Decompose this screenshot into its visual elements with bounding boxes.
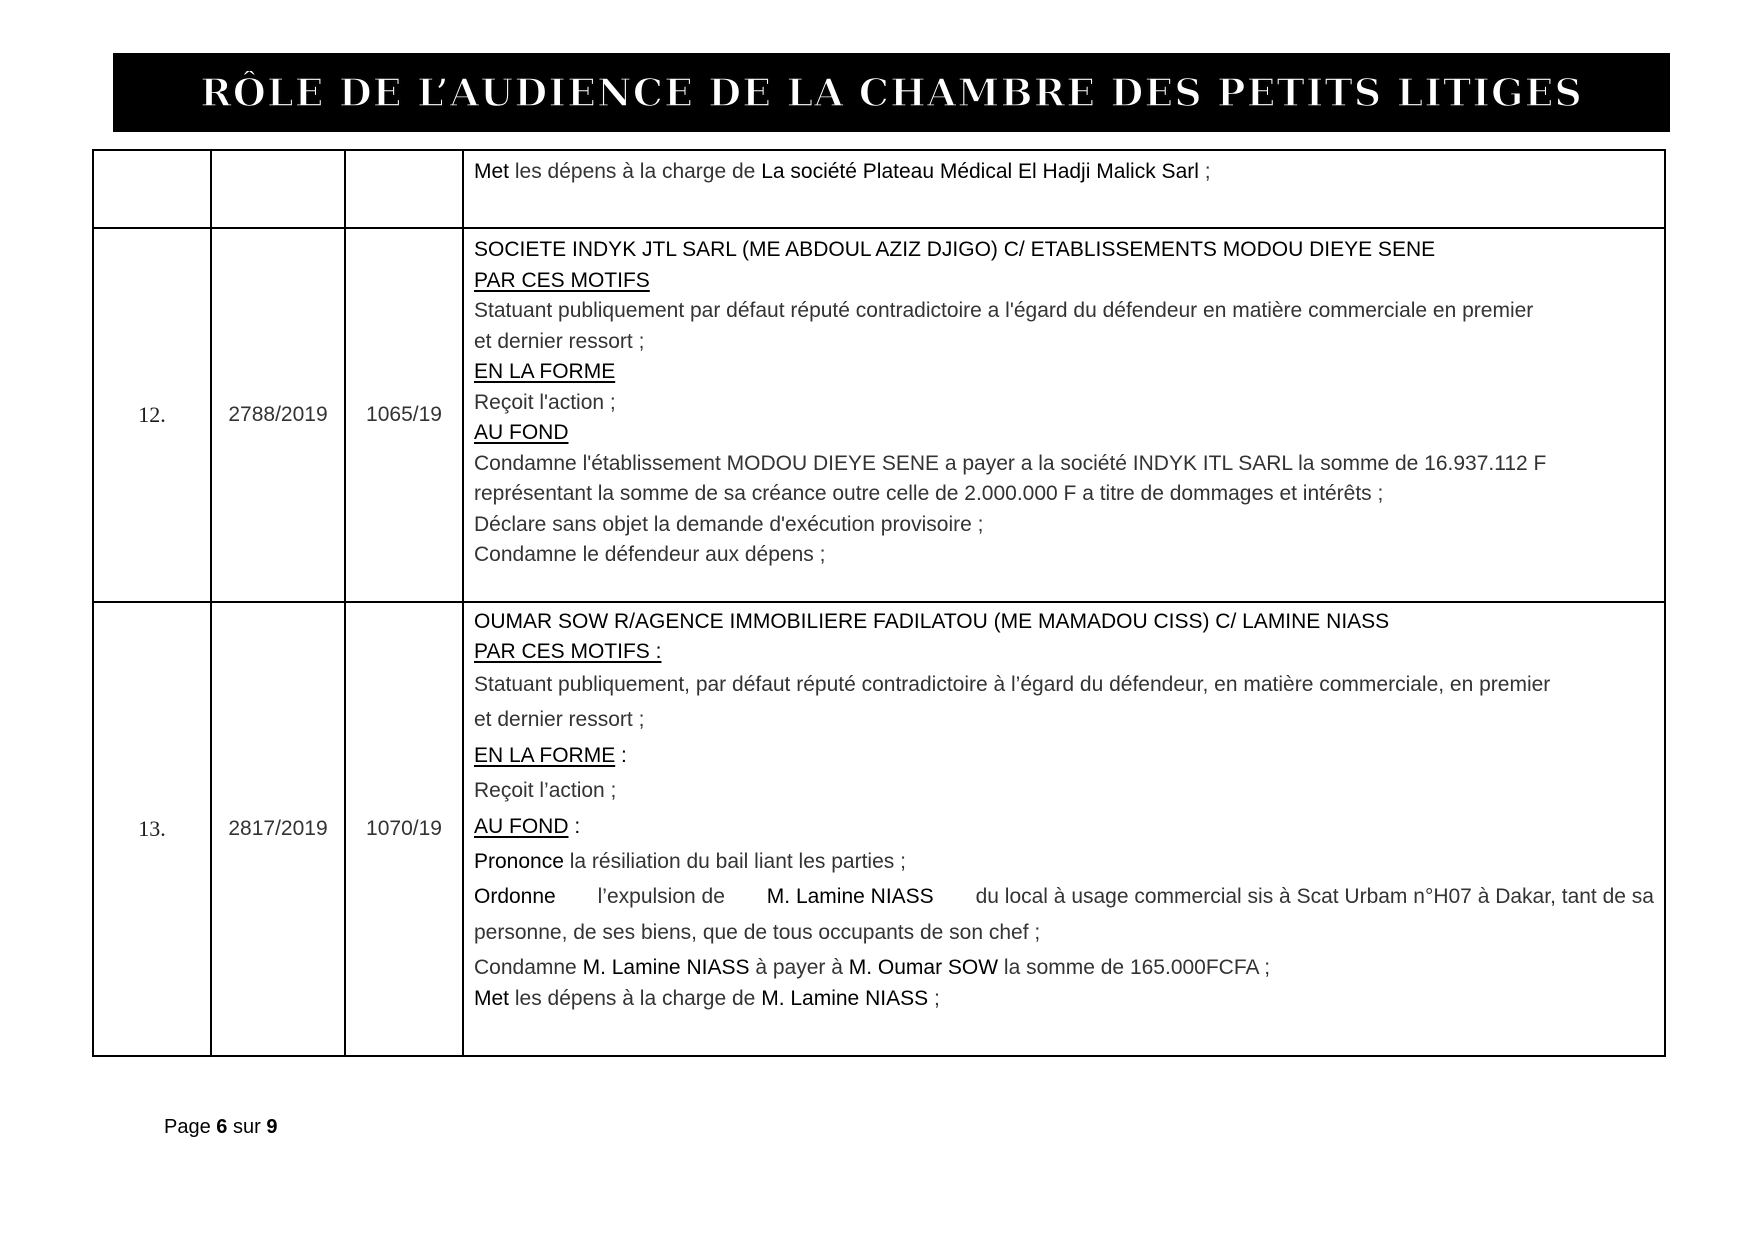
text-segment: du local à usage commercial sis à Scat Urbam n°H07 à Dakar, tant de sa [969,885,1654,909]
sur-label: sur [232,1116,261,1138]
decision-text [463,150,1665,228]
verb-met: Met [474,986,510,1010]
page-number: 6 [216,1116,228,1138]
table-row [93,602,1665,1056]
recoit-line: Reçoit l’action ; [474,779,617,803]
hearing-roll-table [92,149,1666,1057]
verb-met: Met [474,160,510,183]
fond-line [474,809,1654,844]
table-row [93,228,1665,602]
text-segment: la somme de 165.000FCFA ; [998,956,1271,980]
statuant-line: Statuant publiquement par défaut réputé contradictoire a l'égard du défendeur en matière commerciale en premier [474,299,1534,322]
rg-number [211,150,345,228]
text-segment: les dépens à la charge de [509,160,762,183]
text-segment: à payer à [749,956,849,980]
party-name: La société Plateau Médical El Hadji Malick Sarl [761,160,1199,183]
verb-prononce: Prononce [474,850,564,874]
section-heading-fond: AU FOND [474,814,569,838]
text-segment: les dépens à la charge de [509,986,762,1010]
depens-line [474,157,1654,188]
ordonne-line-cont: personne, de ses biens, que de tous occupants de son chef ; [474,920,1041,944]
section-heading-forme: EN LA FORME [474,743,616,767]
rg-number: 2817/2019 [211,602,345,1056]
declare-line: Déclare sans objet la demande d'exécution provisoire ; [474,512,984,536]
judgment-number: 1065/19 [345,228,463,602]
party-name: M. Lamine NIASS [582,956,750,980]
statuant-line-cont: et dernier ressort ; [474,708,645,732]
table-row [93,150,1665,228]
text-segment: Condamne [474,956,583,980]
text-segment: ; [1198,160,1211,183]
recoit-line: Reçoit l'action ; [474,390,616,414]
met-line [474,986,1654,1012]
judgment-number: 1070/19 [345,602,463,1056]
verb-ordonne: Ordonne [474,885,556,909]
condamne-line: Condamne l'établissement MODOU DIEYE SENE a payer a la société INDYK ITL SARL la somme de 16.937.112 F [474,451,1547,475]
depens-line: Condamne le défendeur aux dépens ; [474,543,826,566]
title-banner [113,53,1670,132]
section-heading-motifs: PAR CES MOTIFS : [474,640,662,663]
condamne-line-cont: représentant la somme de sa créance outre celle de 2.000.000 F a titre de dommages et intérêts ; [474,482,1384,505]
text-segment: ; [928,986,940,1010]
rg-number: 2788/2019 [211,228,345,602]
row-number: 12. [93,228,211,602]
text-segment: la résiliation du bail liant les parties ; [563,850,906,874]
party-name: M. Oumar SOW [848,956,999,980]
case-parties: SOCIETE INDYK JTL SARL (ME ABDOUL AZIZ DJIGO) C/ ETABLISSEMENTS MODOU DIEYE SENE [474,238,1436,261]
text-segment: l’expulsion de [591,885,731,909]
statuant-line-cont: et dernier ressort ; [474,329,645,353]
section-heading-fond: AU FOND [474,421,569,444]
row-number [93,150,211,228]
ordonne-line [474,879,1654,914]
decision-text [463,602,1665,1056]
section-heading-forme: EN LA FORME [474,360,616,383]
party-name: M. Lamine NIASS [766,885,934,909]
judgment-number [345,150,463,228]
page-footer [164,1116,277,1139]
decision-text [463,228,1665,602]
page-label: Page [164,1116,211,1138]
statuant-line: Statuant publiquement, par défaut réputé contradictoire à l’égard du défendeur, en matière commerciale, en premier [474,673,1551,696]
party-name: M. Lamine NIASS [761,986,929,1010]
page-total: 9 [266,1116,278,1138]
colon: : [568,814,581,838]
section-heading-motifs-wrap [474,637,1654,667]
condamne-line [474,950,1654,985]
prononce-line [474,844,1654,879]
document-title: RÔLE DE L’AUDIENCE DE LA CHAMBRE DES PETITS LITIGES [200,70,1583,115]
section-heading-motifs: PAR CES MOTIFS [474,268,650,292]
row-number: 13. [93,602,211,1056]
case-parties: OUMAR SOW R/AGENCE IMMOBILIERE FADILATOU (ME MAMADOU CISS) C/ LAMINE NIASS [474,610,1390,633]
colon: : [615,743,627,767]
forme-line [474,738,1654,773]
